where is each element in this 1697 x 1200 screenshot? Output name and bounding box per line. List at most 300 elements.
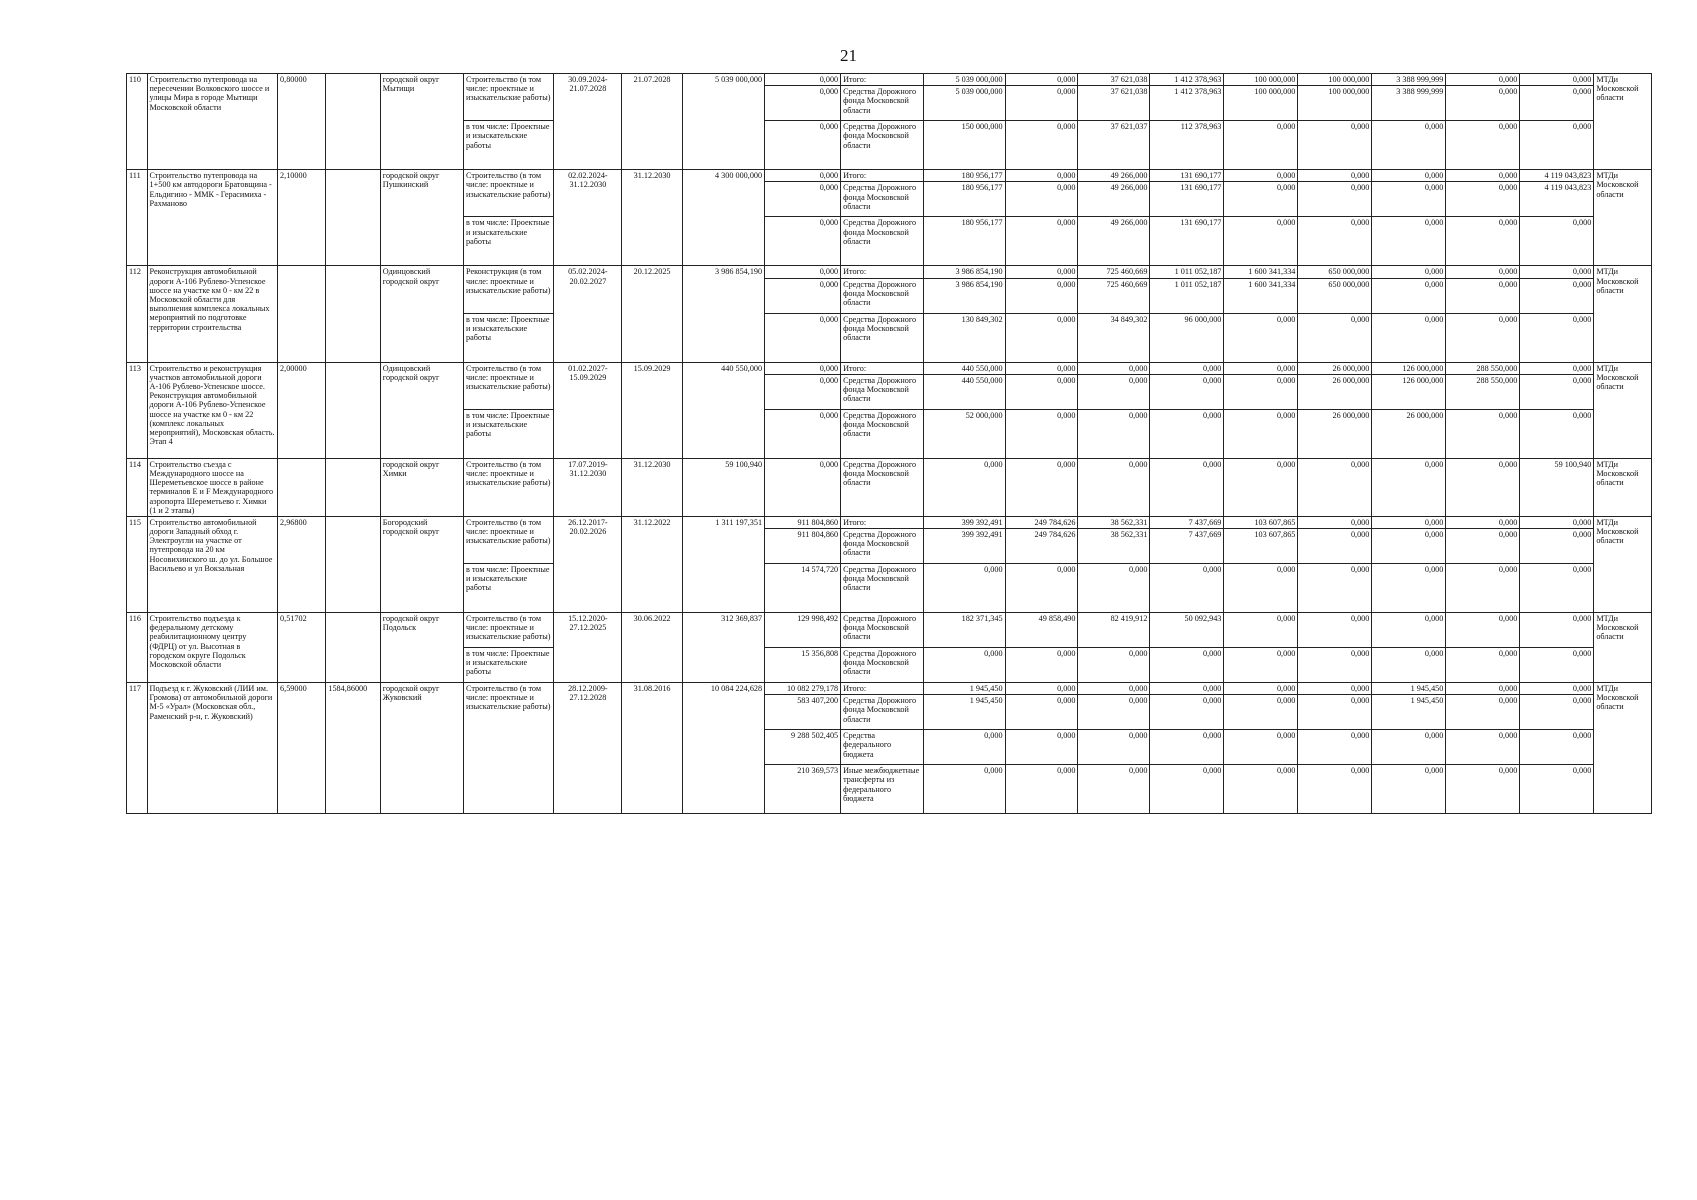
- year-amount: 0,000: [1298, 217, 1372, 266]
- year-amount: 0,000: [1224, 182, 1298, 217]
- year-amount: 0,000: [1150, 730, 1224, 765]
- year-amount: 0,000: [1372, 170, 1446, 182]
- year-amount: 0,000: [1298, 648, 1372, 683]
- year-amount: 0,000: [1446, 74, 1520, 86]
- open-date: 31.12.2030: [622, 170, 683, 266]
- year-amount: 126 000,000: [1372, 362, 1446, 374]
- year-amount: 0,000: [1446, 170, 1520, 182]
- year-amount: 37 621,038: [1078, 74, 1150, 86]
- year-amount: 249 784,626: [1005, 529, 1078, 564]
- work-type: в том числе: Проектные и изыскательские работы: [464, 313, 554, 362]
- year-amount: 0,000: [1372, 529, 1446, 564]
- funded-amount: 0,000: [765, 74, 841, 86]
- year-amount: 0,000: [1005, 182, 1078, 217]
- year-amount: 0,000: [1078, 362, 1150, 374]
- total-amount: 130 849,302: [924, 313, 1005, 362]
- cost: 59 100,940: [682, 458, 764, 516]
- year-amount: 0,000: [1520, 695, 1594, 730]
- funded-amount: 9 288 502,405: [765, 730, 841, 765]
- total-amount: 5 039 000,000: [924, 74, 1005, 86]
- table-row: [127, 516, 1652, 528]
- object-number: 111: [127, 170, 148, 266]
- finance-source: Средства Дорожного фонда Московской области: [841, 529, 924, 564]
- year-amount: 0,000: [1298, 613, 1372, 648]
- total-amount: 0,000: [924, 458, 1005, 516]
- work-type: в том числе: Проектные и изыскательские работы: [464, 648, 554, 683]
- finance-source: Итого:: [841, 683, 924, 695]
- year-amount: 0,000: [1005, 648, 1078, 683]
- open-date: 30.06.2022: [622, 613, 683, 683]
- year-amount: 38 562,331: [1078, 516, 1150, 528]
- year-amount: 0,000: [1446, 458, 1520, 516]
- total-amount: 399 392,491: [924, 529, 1005, 564]
- year-amount: 49 858,490: [1005, 613, 1078, 648]
- object-number: 110: [127, 74, 148, 170]
- year-amount: 0,000: [1298, 695, 1372, 730]
- year-amount: 0,000: [1224, 217, 1298, 266]
- open-date: 31.12.2030: [622, 458, 683, 516]
- open-date: 31.08.2016: [622, 683, 683, 814]
- finance-source: Средства Дорожного фонда Московской области: [841, 458, 924, 516]
- year-amount: 0,000: [1005, 170, 1078, 182]
- object-name: Строительство путепровода на пересечении Волковского шоссе и улицы Мира в городе Мытищи Московской области: [147, 74, 278, 170]
- year-amount: 103 607,865: [1224, 529, 1298, 564]
- work-type: в том числе: Проектные и изыскательские работы: [464, 409, 554, 458]
- year-amount: 1 600 341,334: [1224, 278, 1298, 313]
- municipality: городской округ Пушкинский: [380, 170, 463, 266]
- table-row: [127, 362, 1652, 374]
- page-number: 21: [840, 46, 857, 65]
- year-amount: 288 550,000: [1446, 374, 1520, 409]
- executor: МТДи Московской области: [1594, 458, 1652, 516]
- municipality: Богородский городской округ: [380, 516, 463, 612]
- object-name: Строительство подъезда к федеральному детскому реабилитационному центру (ФДРЦ) от ул. Высотная в городском округе Подольск Московской области: [147, 613, 278, 683]
- year-amount: 0,000: [1078, 564, 1150, 613]
- object-length: 0,80000: [278, 74, 326, 170]
- object-length: [278, 266, 326, 362]
- object-number: 117: [127, 683, 148, 814]
- year-amount: 1 011 052,187: [1150, 266, 1224, 278]
- object-extra: [326, 266, 380, 362]
- year-amount: 0,000: [1372, 730, 1446, 765]
- year-amount: 0,000: [1005, 362, 1078, 374]
- total-amount: 0,000: [924, 564, 1005, 613]
- year-amount: 249 784,626: [1005, 516, 1078, 528]
- cost: 3 986 854,190: [682, 266, 764, 362]
- year-amount: 0,000: [1005, 564, 1078, 613]
- finance-source: Итого:: [841, 266, 924, 278]
- year-amount: 50 092,943: [1150, 613, 1224, 648]
- object-length: 6,59000: [278, 683, 326, 814]
- finance-source: Средства Дорожного фонда Московской области: [841, 374, 924, 409]
- finance-source: Средства Дорожного фонда Московской области: [841, 409, 924, 458]
- work-type: Строительство (в том числе: проектные и изыскательские работы): [464, 516, 554, 563]
- year-amount: 0,000: [1520, 362, 1594, 374]
- total-amount: 180 956,177: [924, 170, 1005, 182]
- year-amount: 0,000: [1372, 217, 1446, 266]
- period: 05.02.2024-20.02.2027: [554, 266, 622, 362]
- total-amount: 1 945,450: [924, 683, 1005, 695]
- total-amount: 0,000: [924, 730, 1005, 765]
- year-amount: 49 266,000: [1078, 170, 1150, 182]
- funded-amount: 15 356,808: [765, 648, 841, 683]
- funded-amount: 14 574,720: [765, 564, 841, 613]
- year-amount: 0,000: [1005, 313, 1078, 362]
- table-row: [127, 266, 1652, 278]
- year-amount: 0,000: [1224, 695, 1298, 730]
- work-type: Строительство (в том числе: проектные и изыскательские работы): [464, 170, 554, 217]
- year-amount: 0,000: [1446, 683, 1520, 695]
- year-amount: 0,000: [1446, 695, 1520, 730]
- year-amount: 0,000: [1224, 648, 1298, 683]
- period: 30.09.2024-21.07.2028: [554, 74, 622, 170]
- total-amount: 182 371,345: [924, 613, 1005, 648]
- funded-amount: 0,000: [765, 266, 841, 278]
- funded-amount: 10 082 279,178: [765, 683, 841, 695]
- year-amount: 0,000: [1446, 121, 1520, 170]
- executor: МТДи Московской области: [1594, 613, 1652, 683]
- year-amount: 0,000: [1005, 74, 1078, 86]
- year-amount: 0,000: [1224, 683, 1298, 695]
- period: 17.07.2019-31.12.2030: [554, 458, 622, 516]
- year-amount: 0,000: [1520, 86, 1594, 121]
- funded-amount: 0,000: [765, 374, 841, 409]
- year-amount: 26 000,000: [1298, 374, 1372, 409]
- year-amount: 725 460,669: [1078, 266, 1150, 278]
- year-amount: 131 690,177: [1150, 170, 1224, 182]
- funded-amount: 911 804,860: [765, 529, 841, 564]
- year-amount: 1 600 341,334: [1224, 266, 1298, 278]
- object-name: Строительство и реконструкция участков автомобильной дороги А-106 Рублево-Успенское шоссе. Реконструкция автомобильной дороги А-106 Рублево-Успенское шоссе на участке км 0 - км 22 (комплекс локальных мероприятий), Московская область. Этап 4: [147, 362, 278, 458]
- year-amount: 0,000: [1005, 374, 1078, 409]
- year-amount: 0,000: [1298, 730, 1372, 765]
- year-amount: 0,000: [1078, 765, 1150, 814]
- total-amount: 0,000: [924, 648, 1005, 683]
- year-amount: 0,000: [1005, 765, 1078, 814]
- year-amount: 0,000: [1446, 409, 1520, 458]
- year-amount: 100 000,000: [1298, 74, 1372, 86]
- executor: МТДи Московской области: [1594, 74, 1652, 170]
- finance-source: Средства Дорожного фонда Московской области: [841, 648, 924, 683]
- work-type: в том числе: Проектные и изыскательские работы: [464, 217, 554, 266]
- finance-source: Средства федерального бюджета: [841, 730, 924, 765]
- year-amount: 0,000: [1078, 458, 1150, 516]
- year-amount: 0,000: [1150, 409, 1224, 458]
- year-amount: 100 000,000: [1298, 86, 1372, 121]
- year-amount: 725 460,669: [1078, 278, 1150, 313]
- year-amount: 0,000: [1520, 516, 1594, 528]
- total-amount: 52 000,000: [924, 409, 1005, 458]
- finance-source: Средства Дорожного фонда Московской области: [841, 121, 924, 170]
- object-extra: [326, 74, 380, 170]
- finance-source: Средства Дорожного фонда Московской области: [841, 564, 924, 613]
- year-amount: 0,000: [1224, 458, 1298, 516]
- year-amount: 0,000: [1446, 278, 1520, 313]
- year-amount: 0,000: [1298, 182, 1372, 217]
- total-amount: 0,000: [924, 765, 1005, 814]
- open-date: 20.12.2025: [622, 266, 683, 362]
- funded-amount: 0,000: [765, 86, 841, 121]
- year-amount: 650 000,000: [1298, 278, 1372, 313]
- year-amount: 0,000: [1372, 313, 1446, 362]
- year-amount: 0,000: [1005, 730, 1078, 765]
- year-amount: 0,000: [1372, 182, 1446, 217]
- table-row: [127, 458, 1652, 516]
- year-amount: 59 100,940: [1520, 458, 1594, 516]
- year-amount: 0,000: [1078, 648, 1150, 683]
- year-amount: 0,000: [1372, 266, 1446, 278]
- year-amount: 26 000,000: [1372, 409, 1446, 458]
- funded-amount: 0,000: [765, 182, 841, 217]
- object-number: 115: [127, 516, 148, 612]
- total-amount: 3 986 854,190: [924, 278, 1005, 313]
- year-amount: 103 607,865: [1224, 516, 1298, 528]
- funded-amount: 0,000: [765, 217, 841, 266]
- year-amount: 0,000: [1298, 683, 1372, 695]
- year-amount: 0,000: [1224, 170, 1298, 182]
- year-amount: 0,000: [1078, 409, 1150, 458]
- finance-source: Средства Дорожного фонда Московской области: [841, 695, 924, 730]
- year-amount: 7 437,669: [1150, 516, 1224, 528]
- year-amount: 131 690,177: [1150, 182, 1224, 217]
- object-number: 116: [127, 613, 148, 683]
- funded-amount: 911 804,860: [765, 516, 841, 528]
- year-amount: 288 550,000: [1446, 362, 1520, 374]
- year-amount: 0,000: [1520, 409, 1594, 458]
- object-extra: [326, 613, 380, 683]
- work-type: Реконструкция (в том числе: проектные и изыскательские работы): [464, 266, 554, 313]
- year-amount: 100 000,000: [1224, 86, 1298, 121]
- object-length: 0,51702: [278, 613, 326, 683]
- year-amount: 0,000: [1298, 313, 1372, 362]
- municipality: Одинцовский городской округ: [380, 362, 463, 458]
- object-name: Подъезд к г. Жуковский (ЛИИ им. Громова) от автомобильной дороги М-5 «Урал» (Московская обл., Раменский р-н, г. Жуковский): [147, 683, 278, 814]
- year-amount: 34 849,302: [1078, 313, 1150, 362]
- year-amount: 0,000: [1520, 313, 1594, 362]
- objects-table: [126, 73, 1652, 814]
- cost: 5 039 000,000: [682, 74, 764, 170]
- table-row: [127, 613, 1652, 648]
- year-amount: 131 690,177: [1150, 217, 1224, 266]
- object-number: 112: [127, 266, 148, 362]
- year-amount: 0,000: [1150, 564, 1224, 613]
- year-amount: 4 119 043,823: [1520, 170, 1594, 182]
- work-type: в том числе: Проектные и изыскательские работы: [464, 564, 554, 613]
- work-type: Строительство (в том числе: проектные и изыскательские работы): [464, 683, 554, 814]
- year-amount: 37 621,037: [1078, 121, 1150, 170]
- year-amount: 1 945,450: [1372, 695, 1446, 730]
- year-amount: 37 621,038: [1078, 86, 1150, 121]
- total-amount: 3 986 854,190: [924, 266, 1005, 278]
- finance-source: Итого:: [841, 170, 924, 182]
- year-amount: 0,000: [1150, 683, 1224, 695]
- year-amount: 1 945,450: [1372, 683, 1446, 695]
- year-amount: 0,000: [1372, 516, 1446, 528]
- year-amount: 0,000: [1150, 765, 1224, 814]
- year-amount: 0,000: [1005, 683, 1078, 695]
- object-length: [278, 458, 326, 516]
- finance-source: Итого:: [841, 74, 924, 86]
- open-date: 31.12.2022: [622, 516, 683, 612]
- object-number: 113: [127, 362, 148, 458]
- year-amount: 0,000: [1224, 765, 1298, 814]
- year-amount: 0,000: [1372, 765, 1446, 814]
- year-amount: 0,000: [1446, 564, 1520, 613]
- finance-source: Средства Дорожного фонда Московской области: [841, 613, 924, 648]
- year-amount: 0,000: [1446, 765, 1520, 814]
- year-amount: 0,000: [1446, 613, 1520, 648]
- table-row: [127, 74, 1652, 86]
- object-length: 2,10000: [278, 170, 326, 266]
- year-amount: 0,000: [1224, 374, 1298, 409]
- year-amount: 0,000: [1446, 266, 1520, 278]
- year-amount: 0,000: [1005, 278, 1078, 313]
- year-amount: 0,000: [1224, 564, 1298, 613]
- year-amount: 0,000: [1446, 529, 1520, 564]
- finance-source: Средства Дорожного фонда Московской области: [841, 182, 924, 217]
- period: 15.12.2020-27.12.2025: [554, 613, 622, 683]
- year-amount: 650 000,000: [1298, 266, 1372, 278]
- municipality: Одинцовский городской округ: [380, 266, 463, 362]
- period: 01.02.2027-15.09.2029: [554, 362, 622, 458]
- executor: МТДи Московской области: [1594, 266, 1652, 362]
- work-type: Строительство (в том числе: проектные и изыскательские работы): [464, 613, 554, 648]
- year-amount: 0,000: [1078, 730, 1150, 765]
- year-amount: 0,000: [1224, 613, 1298, 648]
- year-amount: 1 412 378,963: [1150, 74, 1224, 86]
- municipality: городской округ Химки: [380, 458, 463, 516]
- funded-amount: 0,000: [765, 362, 841, 374]
- year-amount: 0,000: [1298, 458, 1372, 516]
- year-amount: 0,000: [1224, 409, 1298, 458]
- funded-amount: 0,000: [765, 409, 841, 458]
- year-amount: 0,000: [1298, 529, 1372, 564]
- year-amount: 0,000: [1298, 564, 1372, 613]
- year-amount: 49 266,000: [1078, 217, 1150, 266]
- year-amount: 82 419,912: [1078, 613, 1150, 648]
- funded-amount: 210 369,573: [765, 765, 841, 814]
- year-amount: 1 412 378,963: [1150, 86, 1224, 121]
- total-amount: 180 956,177: [924, 217, 1005, 266]
- year-amount: 26 000,000: [1298, 362, 1372, 374]
- finance-source: Иные межбюджетные трансферты из федерального бюджета: [841, 765, 924, 814]
- total-amount: 150 000,000: [924, 121, 1005, 170]
- year-amount: 0,000: [1078, 374, 1150, 409]
- year-amount: 0,000: [1520, 374, 1594, 409]
- open-date: 15.09.2029: [622, 362, 683, 458]
- year-amount: 0,000: [1520, 217, 1594, 266]
- year-amount: 0,000: [1372, 121, 1446, 170]
- year-amount: 0,000: [1078, 695, 1150, 730]
- year-amount: 0,000: [1005, 266, 1078, 278]
- year-amount: 0,000: [1372, 278, 1446, 313]
- object-name: Строительство путепровода на 1+500 км автодороги Братовщина - Ельдигино - ММК - Герасимиха - Рахманово: [147, 170, 278, 266]
- year-amount: 0,000: [1372, 648, 1446, 683]
- year-amount: 0,000: [1005, 217, 1078, 266]
- object-name: Реконструкция автомобильной дороги А-106 Рублево-Успенское шоссе на участке км 0 - км 22 в Московской области для выполнения комплекса локальных мероприятий по подготовке территории строительства: [147, 266, 278, 362]
- period: 02.02.2024-31.12.2030: [554, 170, 622, 266]
- year-amount: 0,000: [1446, 730, 1520, 765]
- funded-amount: 129 998,492: [765, 613, 841, 648]
- municipality: городской округ Жуковский: [380, 683, 463, 814]
- year-amount: 26 000,000: [1298, 409, 1372, 458]
- year-amount: 0,000: [1005, 409, 1078, 458]
- year-amount: 96 000,000: [1150, 313, 1224, 362]
- year-amount: 3 388 999,999: [1372, 74, 1446, 86]
- finance-source: Средства Дорожного фонда Московской области: [841, 217, 924, 266]
- total-amount: 399 392,491: [924, 516, 1005, 528]
- total-amount: 180 956,177: [924, 182, 1005, 217]
- table-row: [127, 170, 1652, 182]
- open-date: 21.07.2028: [622, 74, 683, 170]
- year-amount: 0,000: [1446, 217, 1520, 266]
- year-amount: 0,000: [1005, 458, 1078, 516]
- year-amount: 0,000: [1520, 121, 1594, 170]
- year-amount: 38 562,331: [1078, 529, 1150, 564]
- year-amount: 0,000: [1520, 648, 1594, 683]
- finance-source: Итого:: [841, 516, 924, 528]
- work-type: Строительство (в том числе: проектные и изыскательские работы): [464, 458, 554, 516]
- object-length: 2,00000: [278, 362, 326, 458]
- year-amount: 1 011 052,187: [1150, 278, 1224, 313]
- total-amount: 440 550,000: [924, 362, 1005, 374]
- municipality: городской округ Подольск: [380, 613, 463, 683]
- year-amount: 0,000: [1446, 313, 1520, 362]
- year-amount: 0,000: [1224, 121, 1298, 170]
- executor: МТДи Московской области: [1594, 170, 1652, 266]
- year-amount: 0,000: [1446, 516, 1520, 528]
- year-amount: 0,000: [1520, 613, 1594, 648]
- executor: МТДи Московской области: [1594, 516, 1652, 612]
- year-amount: 0,000: [1520, 683, 1594, 695]
- total-amount: 5 039 000,000: [924, 86, 1005, 121]
- object-name: Строительство съезда с Международного шоссе на Шереметьевское шоссе в районе терминалов E и F Международного аэропорта Шереметьево г. Химки (1 и 2 этапы): [147, 458, 278, 516]
- year-amount: 0,000: [1520, 730, 1594, 765]
- object-number: 114: [127, 458, 148, 516]
- year-amount: 0,000: [1446, 182, 1520, 217]
- table-row: [127, 683, 1652, 695]
- total-amount: 1 945,450: [924, 695, 1005, 730]
- year-amount: 0,000: [1298, 121, 1372, 170]
- cost: 312 369,837: [682, 613, 764, 683]
- funded-amount: 0,000: [765, 170, 841, 182]
- cost: 4 300 000,000: [682, 170, 764, 266]
- year-amount: 126 000,000: [1372, 374, 1446, 409]
- year-amount: 0,000: [1224, 313, 1298, 362]
- object-extra: 1584,86000: [326, 683, 380, 814]
- year-amount: 0,000: [1520, 765, 1594, 814]
- year-amount: 0,000: [1224, 362, 1298, 374]
- year-amount: 0,000: [1520, 74, 1594, 86]
- year-amount: 0,000: [1446, 86, 1520, 121]
- year-amount: 49 266,000: [1078, 182, 1150, 217]
- funded-amount: 0,000: [765, 121, 841, 170]
- year-amount: 0,000: [1372, 613, 1446, 648]
- object-extra: [326, 516, 380, 612]
- cost: 10 084 224,628: [682, 683, 764, 814]
- object-extra: [326, 170, 380, 266]
- finance-source: Средства Дорожного фонда Московской области: [841, 278, 924, 313]
- year-amount: 0,000: [1150, 362, 1224, 374]
- year-amount: 0,000: [1520, 529, 1594, 564]
- year-amount: 0,000: [1520, 278, 1594, 313]
- work-type: в том числе: Проектные и изыскательские работы: [464, 121, 554, 170]
- year-amount: 7 437,669: [1150, 529, 1224, 564]
- year-amount: 0,000: [1150, 374, 1224, 409]
- executor: МТДи Московской области: [1594, 362, 1652, 458]
- executor: МТДи Московской области: [1594, 683, 1652, 814]
- total-amount: 440 550,000: [924, 374, 1005, 409]
